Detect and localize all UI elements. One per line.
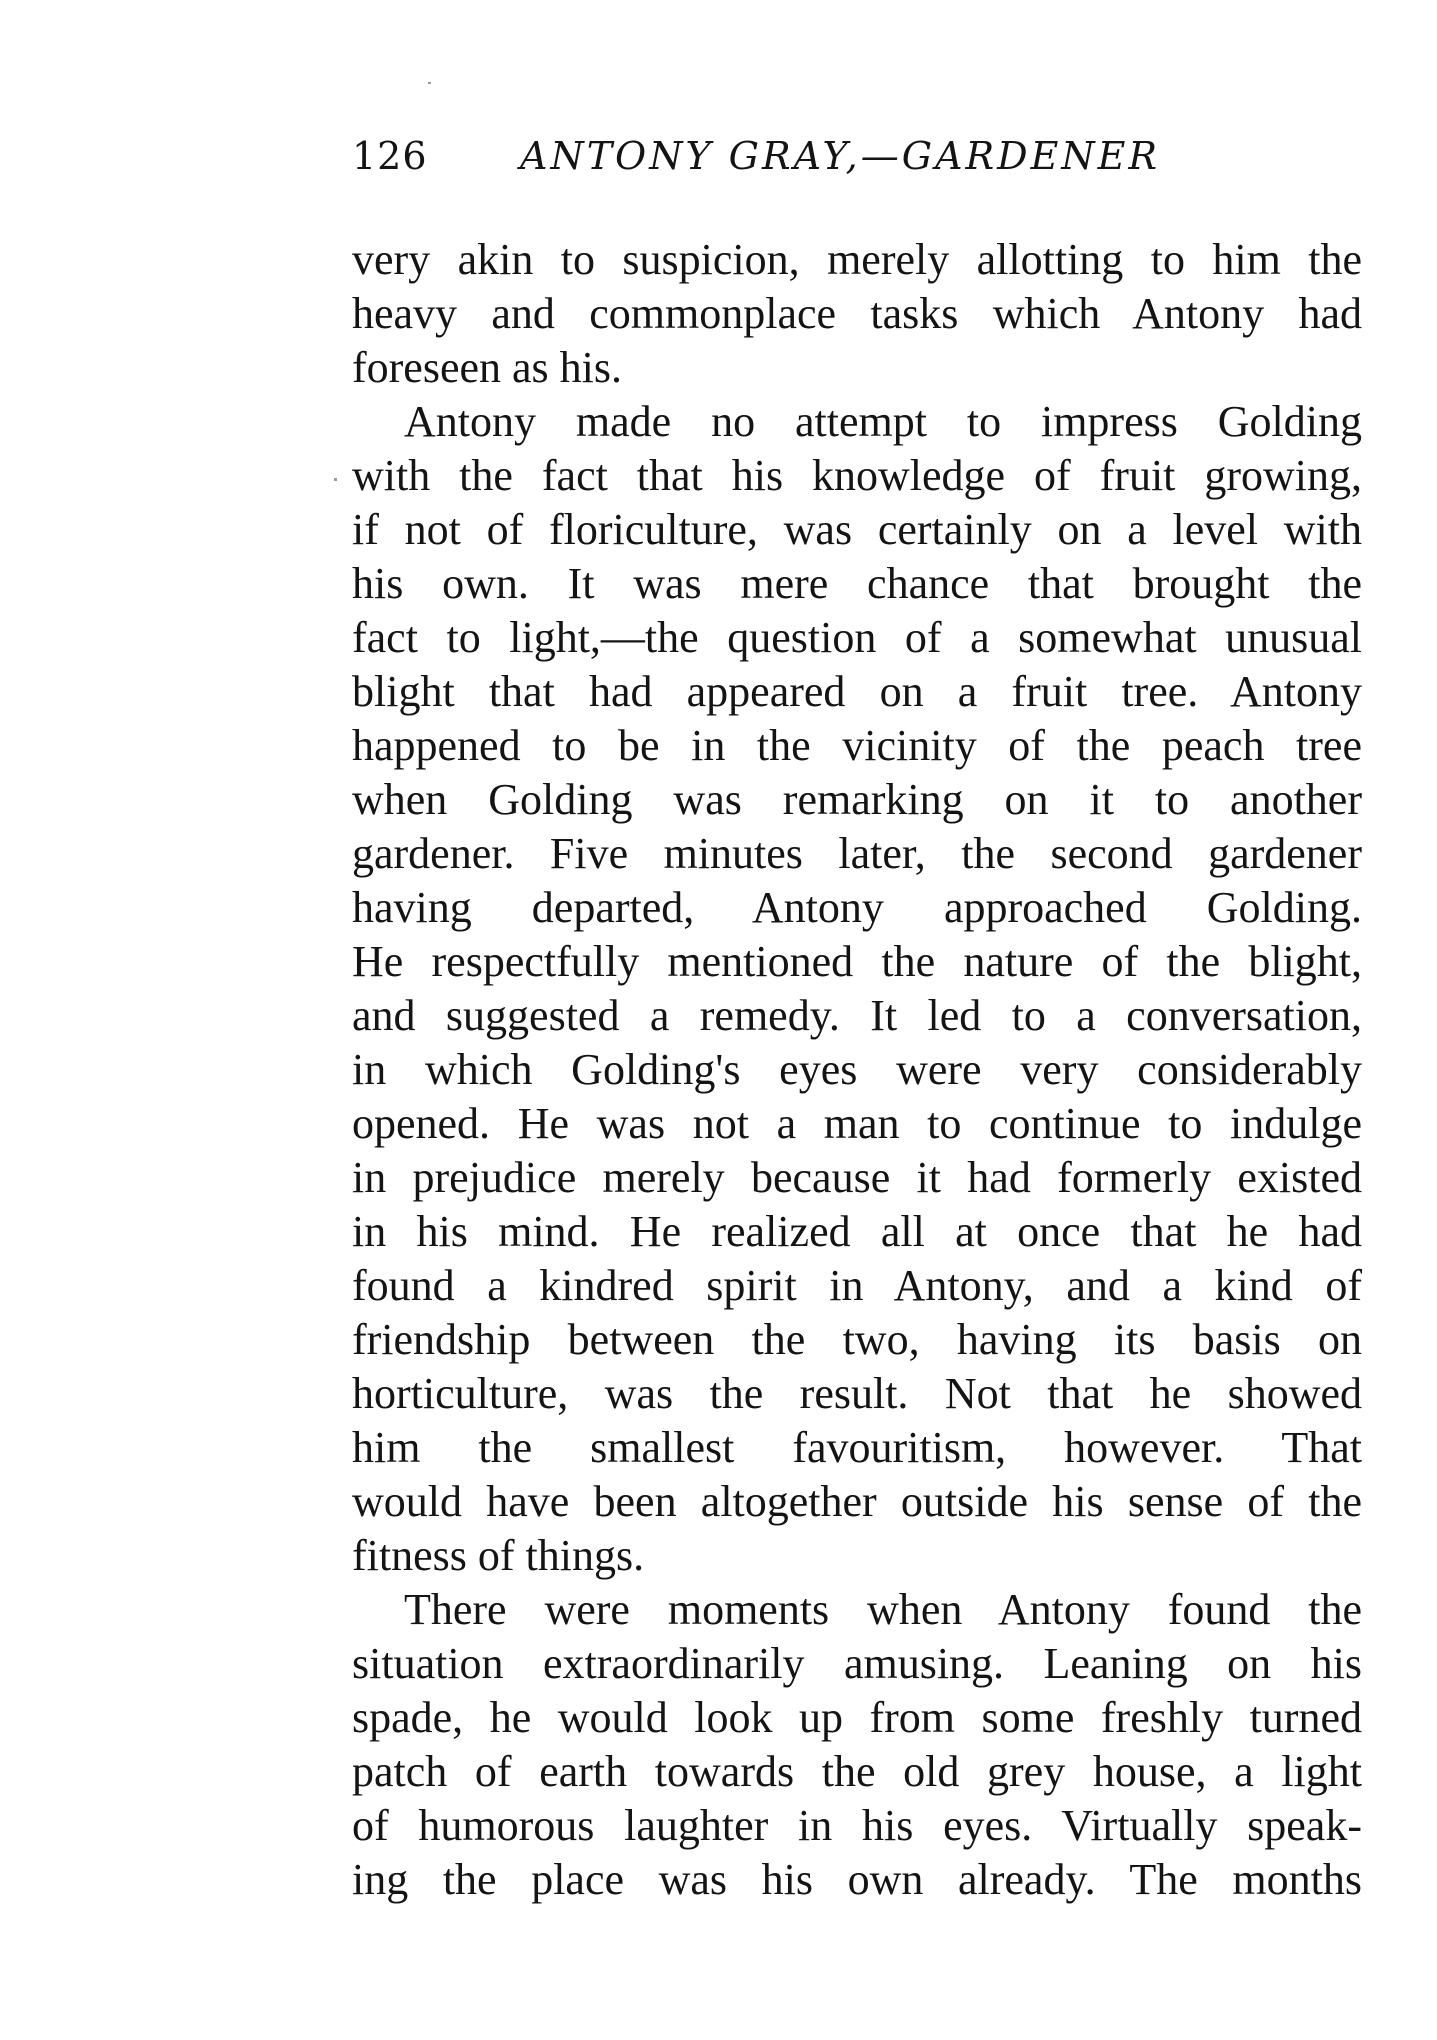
body-text bbox=[352, 233, 1362, 1907]
text-line: foreseen as his. bbox=[352, 343, 623, 392]
text-line: gardener. Five minutes later, the second gardener bbox=[352, 829, 1362, 878]
text-line: in which Golding's eyes were very considerably bbox=[352, 1045, 1362, 1094]
scan-speck bbox=[428, 82, 431, 84]
paragraph-1 bbox=[352, 233, 1362, 395]
text-line: in his mind. He realized all at once that he had bbox=[352, 1207, 1362, 1256]
scan-speck bbox=[334, 478, 337, 481]
text-line: when Golding was remarking on it to another bbox=[352, 775, 1362, 824]
text-line: and suggested a remedy. It led to a conversation, bbox=[352, 991, 1362, 1040]
paragraph-2 bbox=[352, 395, 1362, 1583]
text-line: fact to light,—the question of a somewhat unusual bbox=[352, 613, 1362, 662]
text-line: spade, he would look up from some freshly turned bbox=[352, 1693, 1362, 1742]
text-line: happened to be in the vicinity of the peach tree bbox=[352, 721, 1362, 770]
text-line: him the smallest favouritism, however. That bbox=[352, 1423, 1362, 1472]
text-line: situation extraordinarily amusing. Leaning on his bbox=[352, 1639, 1362, 1688]
text-line: horticulture, was the result. Not that he showed bbox=[352, 1369, 1362, 1418]
text-line: He respectfully mentioned the nature of the blight, bbox=[352, 937, 1362, 986]
text-line: blight that had appeared on a fruit tree. Antony bbox=[352, 667, 1362, 716]
text-line: very akin to suspicion, merely allotting to him the bbox=[352, 235, 1362, 284]
text-line: his own. It was mere chance that brought the bbox=[352, 559, 1362, 608]
text-line: found a kindred spirit in Antony, and a kind of bbox=[352, 1261, 1362, 1310]
paragraph-3 bbox=[352, 1583, 1362, 1907]
running-title: ANTONY GRAY,—GARDENER bbox=[520, 134, 1160, 178]
text-line: with the fact that his knowledge of fruit growing, bbox=[352, 451, 1362, 500]
text-line: of humorous laughter in his eyes. Virtually speak- bbox=[352, 1801, 1362, 1850]
text-line: heavy and commonplace tasks which Antony had bbox=[352, 289, 1362, 338]
text-line: having departed, Antony approached Golding. bbox=[352, 883, 1362, 932]
text-line: in prejudice merely because it had formerly existed bbox=[352, 1153, 1362, 1202]
page-number: 126 bbox=[352, 134, 428, 178]
text-line: There were moments when Antony found the bbox=[404, 1585, 1362, 1634]
page-header bbox=[352, 128, 1362, 184]
text-line: Antony made no attempt to impress Golding bbox=[404, 397, 1362, 446]
text-line: opened. He was not a man to continue to indulge bbox=[352, 1099, 1362, 1148]
text-line: friendship between the two, having its basis on bbox=[352, 1315, 1362, 1364]
text-line: if not of floriculture, was certainly on a level with bbox=[352, 505, 1362, 554]
text-line: ing the place was his own already. The months bbox=[352, 1855, 1362, 1904]
text-line: fitness of things. bbox=[352, 1531, 645, 1580]
text-line: would have been altogether outside his sense of the bbox=[352, 1477, 1362, 1526]
text-line: patch of earth towards the old grey house, a light bbox=[352, 1747, 1362, 1796]
